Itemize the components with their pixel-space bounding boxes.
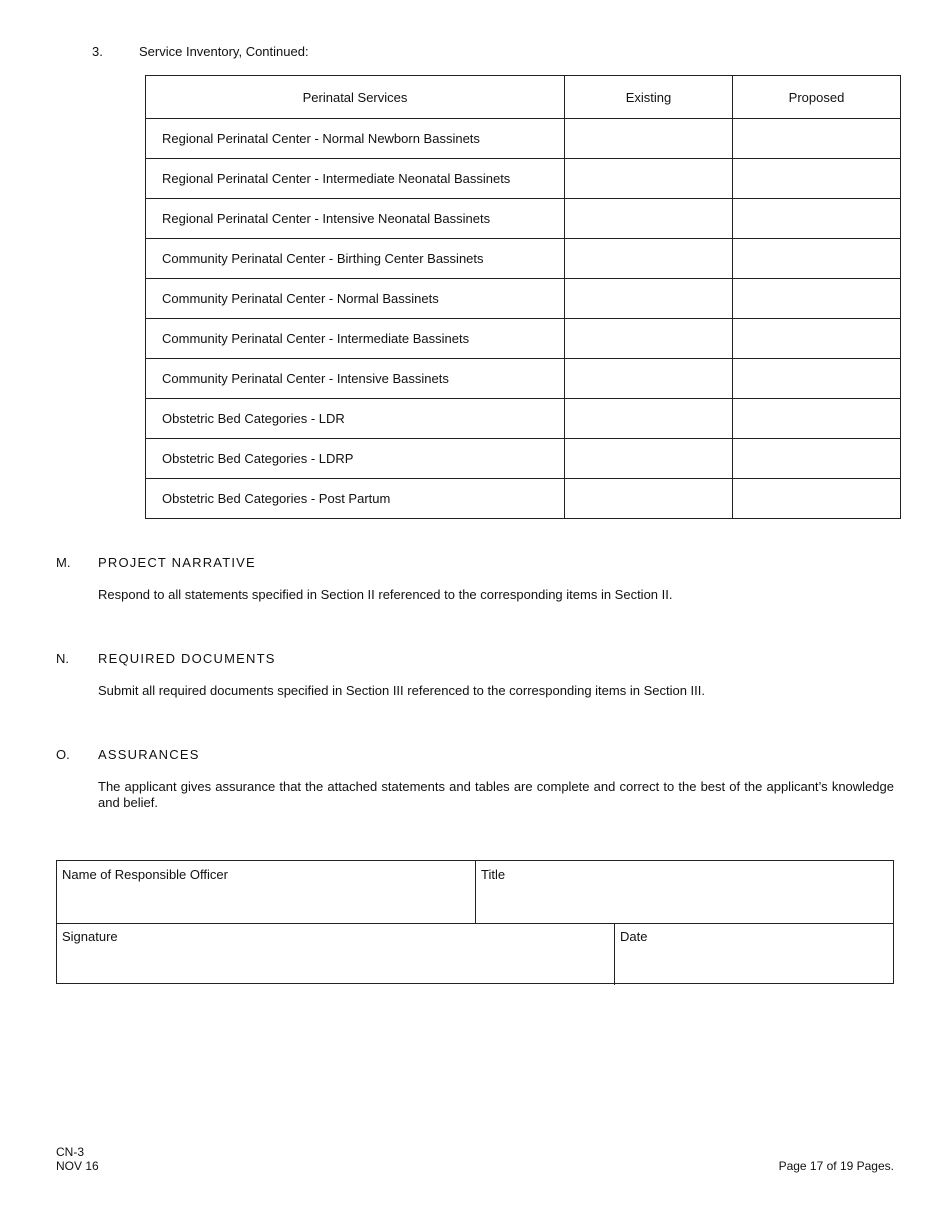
table-row bbox=[146, 359, 901, 399]
service-inventory-table bbox=[145, 75, 901, 519]
table-row bbox=[146, 439, 901, 479]
service-name-cell: Regional Perinatal Center - Intermediate Neonatal Bassinets bbox=[146, 159, 565, 199]
service-name-cell: Community Perinatal Center - Intensive Bassinets bbox=[146, 359, 565, 399]
section-o-letter: O. bbox=[56, 747, 70, 762]
service-name-cell: Community Perinatal Center - Normal Bassinets bbox=[146, 279, 565, 319]
footer-page-info: Page 17 of 19 Pages. bbox=[778, 1159, 894, 1173]
section-3-number: 3. bbox=[92, 44, 103, 59]
section-o-heading: ASSURANCES bbox=[98, 747, 200, 762]
section-m-letter: M. bbox=[56, 555, 71, 570]
title-field[interactable] bbox=[476, 861, 893, 923]
service-name-cell: Community Perinatal Center - Intermediate Bassinets bbox=[146, 319, 565, 359]
existing-cell[interactable] bbox=[565, 439, 733, 479]
service-name-cell: Obstetric Bed Categories - Post Partum bbox=[146, 479, 565, 519]
table-row bbox=[146, 239, 901, 279]
proposed-cell[interactable] bbox=[733, 119, 901, 159]
service-name-cell: Regional Perinatal Center - Intensive Neonatal Bassinets bbox=[146, 199, 565, 239]
service-name-cell: Obstetric Bed Categories - LDRP bbox=[146, 439, 565, 479]
table-row bbox=[146, 119, 901, 159]
existing-cell[interactable] bbox=[565, 359, 733, 399]
proposed-cell[interactable] bbox=[733, 359, 901, 399]
existing-cell[interactable] bbox=[565, 239, 733, 279]
service-name-cell: Community Perinatal Center - Birthing Center Bassinets bbox=[146, 239, 565, 279]
proposed-cell[interactable] bbox=[733, 199, 901, 239]
signature-block-row-2 bbox=[57, 923, 893, 985]
table-row bbox=[146, 279, 901, 319]
date-field[interactable] bbox=[615, 923, 893, 985]
responsible-officer-name-field[interactable] bbox=[57, 861, 476, 923]
signature-block bbox=[56, 860, 894, 984]
section-3-title: Service Inventory, Continued: bbox=[139, 44, 309, 59]
existing-cell[interactable] bbox=[565, 319, 733, 359]
signature-label: Signature bbox=[62, 929, 118, 944]
footer-revision: NOV 16 bbox=[56, 1159, 99, 1173]
table-row bbox=[146, 479, 901, 519]
section-n-heading: REQUIRED DOCUMENTS bbox=[98, 651, 276, 666]
proposed-cell[interactable] bbox=[733, 319, 901, 359]
table-row bbox=[146, 319, 901, 359]
proposed-cell[interactable] bbox=[733, 239, 901, 279]
signature-block-row-1 bbox=[57, 861, 893, 924]
section-n-letter: N. bbox=[56, 651, 69, 666]
proposed-cell[interactable] bbox=[733, 279, 901, 319]
existing-cell[interactable] bbox=[565, 159, 733, 199]
signature-field[interactable] bbox=[57, 923, 615, 985]
existing-cell[interactable] bbox=[565, 479, 733, 519]
column-header-existing: Existing bbox=[565, 76, 733, 119]
proposed-cell[interactable] bbox=[733, 159, 901, 199]
table-row bbox=[146, 159, 901, 199]
service-name-cell: Obstetric Bed Categories - LDR bbox=[146, 399, 565, 439]
proposed-cell[interactable] bbox=[733, 399, 901, 439]
proposed-cell[interactable] bbox=[733, 479, 901, 519]
existing-cell[interactable] bbox=[565, 399, 733, 439]
section-o-text: The applicant gives assurance that the attached statements and tables are complete and correct to the best of the applicant’s knowledge and belief. bbox=[98, 779, 894, 810]
responsible-officer-name-label: Name of Responsible Officer bbox=[62, 867, 228, 882]
existing-cell[interactable] bbox=[565, 279, 733, 319]
column-header-proposed: Proposed bbox=[733, 76, 901, 119]
column-header-perinatal-services: Perinatal Services bbox=[146, 76, 565, 119]
footer-form-code: CN-3 bbox=[56, 1145, 85, 1159]
section-n-text: Submit all required documents specified in Section III referenced to the corresponding items in Section III. bbox=[98, 683, 705, 698]
existing-cell[interactable] bbox=[565, 199, 733, 239]
proposed-cell[interactable] bbox=[733, 439, 901, 479]
title-label: Title bbox=[481, 867, 506, 882]
date-label: Date bbox=[620, 929, 648, 944]
service-name-cell: Regional Perinatal Center - Normal Newborn Bassinets bbox=[146, 119, 565, 159]
section-m-text: Respond to all statements specified in Section II referenced to the corresponding items in Section II. bbox=[98, 587, 673, 602]
table-header-row bbox=[146, 76, 901, 119]
table-row bbox=[146, 399, 901, 439]
existing-cell[interactable] bbox=[565, 119, 733, 159]
section-m-heading: PROJECT NARRATIVE bbox=[98, 555, 256, 570]
table-row bbox=[146, 199, 901, 239]
